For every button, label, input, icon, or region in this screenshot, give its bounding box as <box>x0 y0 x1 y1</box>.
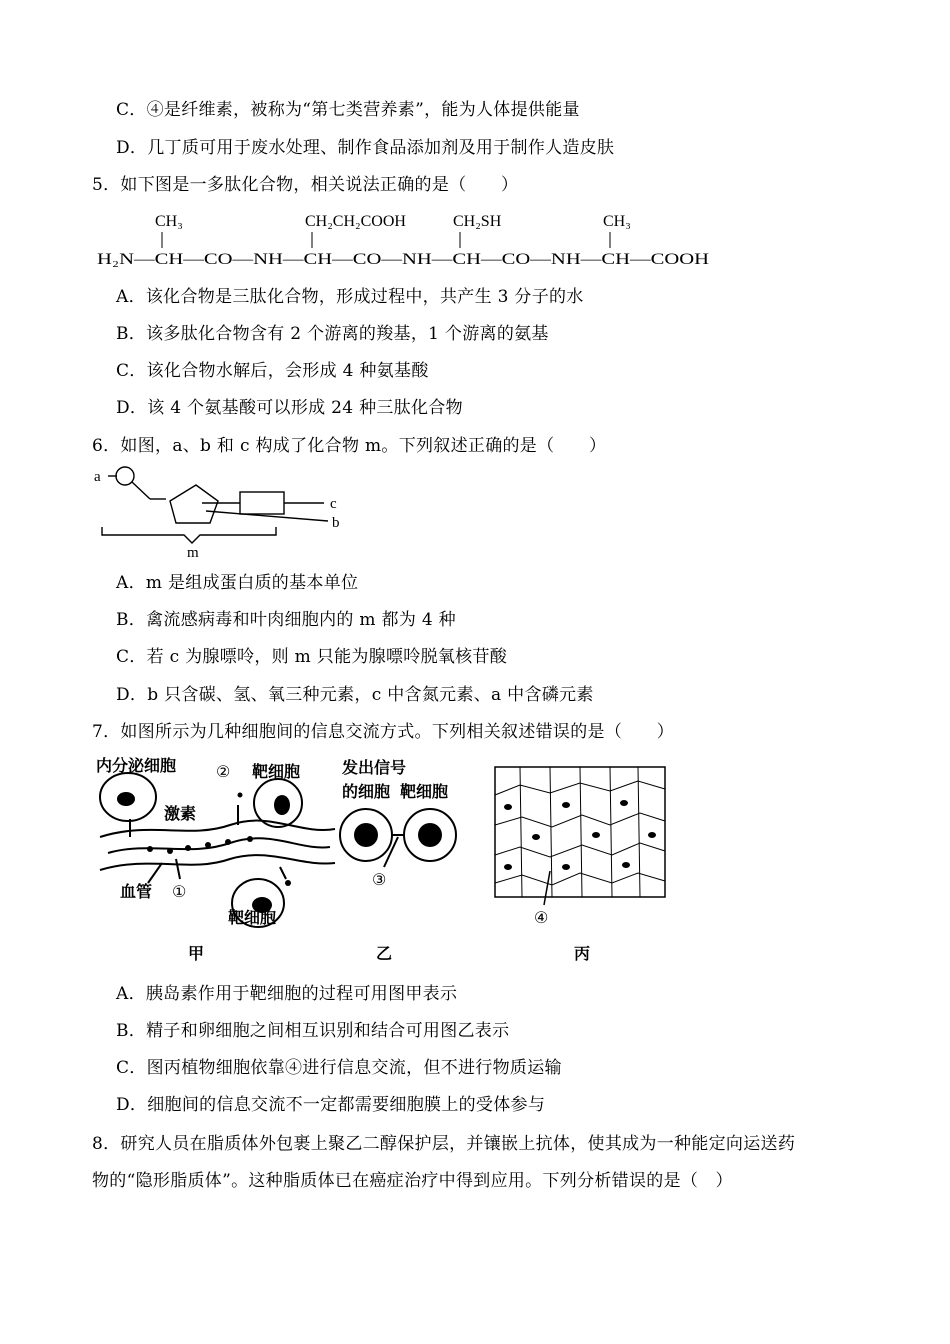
jia-caption: 甲 <box>188 946 205 963</box>
bing-caption: 丙 <box>574 946 591 963</box>
jia-label-endocrine-cell: 内分泌细胞 <box>96 758 177 775</box>
q5-option-c: C．该化合物水解后，会形成 4 种氨基酸 <box>116 361 429 381</box>
q6-label-a: a <box>94 469 101 485</box>
q6-label-m: m <box>187 545 199 561</box>
jia-endocrine-nucleus <box>117 792 135 806</box>
yi-sender-nucleus <box>354 823 378 847</box>
yi-label-target-cell: 靶细胞 <box>400 784 449 801</box>
jia-hormone-dot <box>247 836 253 842</box>
yi-target-nucleus <box>418 823 442 847</box>
q5-option-a: A．该化合物是三肽化合物，形成过程中，共产生 3 分子的水 <box>116 287 584 307</box>
q6-label-c: c <box>330 496 337 512</box>
q4-option-c: C．④是纤维素，被称为“第七类营养素”，能为人体提供能量 <box>116 100 580 120</box>
q6-option-c: C．若 c 为腺嘌呤，则 m 只能为腺嘌呤脱氧核苷酸 <box>116 647 508 667</box>
q6-phosphate-circle <box>116 467 134 485</box>
jia-hormone-dot <box>225 839 231 845</box>
yi-label-3: ③ <box>372 872 387 889</box>
jia-hormone-dot <box>285 880 291 886</box>
q6-base-rect <box>240 492 284 514</box>
figure-bing <box>495 767 665 905</box>
q5-option-b: B．该多肽化合物含有 2 个游离的羧基，1 个游离的氨基 <box>116 324 549 344</box>
figure-jia <box>100 773 335 927</box>
yi-label-sender-2: 的细胞 <box>342 784 391 801</box>
yi-label-sender-1: 发出信号 <box>342 760 407 777</box>
q5-side-chain-2: CH₂CH₂COOH <box>305 213 406 230</box>
jia-flow-line <box>108 838 330 853</box>
q5-backbone: H₂N—CH—CO—NH—CH—CO—NH—CH—CO—NH—CH—COOH <box>97 251 710 268</box>
q6-b-leader <box>206 511 328 521</box>
jia-vessel-bottom-wall <box>100 855 335 870</box>
jia-target1-nucleus <box>274 795 290 815</box>
q6-label-b: b <box>332 515 340 531</box>
jia-hormone-dot <box>167 848 173 854</box>
jia-num1-leader <box>176 859 180 879</box>
jia-hormone-dot <box>185 845 191 851</box>
q7-option-b: B．精子和卵细胞之间相互识别和结合可用图乙表示 <box>116 1021 510 1041</box>
q5-peptide-formula <box>95 206 725 272</box>
q7-option-d: D．细胞间的信息交流不一定都需要细胞膜上的受体参与 <box>116 1095 546 1115</box>
q6-pentose <box>170 485 218 523</box>
q5-side-chain-3: CH₂SH <box>453 213 502 230</box>
q6-stem: 6．如图，a、b 和 c 构成了化合物 m。下列叙述正确的是（ ） <box>92 436 607 456</box>
q6-m-brace <box>102 527 276 543</box>
jia-hormone-dot <box>238 793 243 798</box>
jia-label-hormone: 激素 <box>164 806 197 823</box>
jia-label-vessel: 血管 <box>120 884 153 901</box>
jia-vessel-top-wall <box>100 821 335 837</box>
q7-option-a: A．胰岛素作用于靶细胞的过程可用图甲表示 <box>116 984 458 1004</box>
q8-stem-line-1: 8．研究人员在脂质体外包裹上聚乙二醇保护层，并镶嵌上抗体，使其成为一种能定向运送药 <box>92 1134 796 1154</box>
q5-option-d: D．该 4 个氨基酸可以形成 24 种三肽化合物 <box>116 398 463 418</box>
q7-signaling-figure <box>90 755 670 970</box>
q5-side-chain-4: CH₃ <box>603 213 631 230</box>
q6-option-a: A．m 是组成蛋白质的基本单位 <box>116 573 359 593</box>
jia-label-2: ② <box>216 764 231 781</box>
q6-option-d: D．b 只含碳、氢、氧三种元素，c 中含氮元素、a 中含磷元素 <box>116 685 594 705</box>
jia-delivery-line <box>280 867 286 879</box>
jia-hormone-dot <box>147 846 153 852</box>
q8-stem-line-2: 物的“隐形脂质体”。这种脂质体已在癌症治疗中得到应用。下列分析错误的是（ ） <box>92 1171 733 1191</box>
q5-stem: 5．如下图是一多肽化合物，相关说法正确的是（ ） <box>92 175 519 195</box>
jia-hormone-dot <box>205 842 211 848</box>
jia-label-1: ① <box>172 884 187 901</box>
bing-label-4: ④ <box>534 910 549 927</box>
jia-vessel-leader <box>148 863 162 883</box>
jia-label-target-cell-1: 靶细胞 <box>252 764 301 781</box>
yi-caption: 乙 <box>376 946 393 963</box>
q7-option-c: C．图丙植物细胞依靠④进行信息交流，但不进行物质运输 <box>116 1058 562 1078</box>
q4-option-d: D．几丁质可用于废水处理、制作食品添加剂及用于制作人造皮肤 <box>116 138 615 158</box>
q6-bond-phosphate <box>132 482 150 499</box>
q6-nucleotide-diagram <box>92 463 362 561</box>
q5-side-chain-1: CH₃ <box>155 213 183 230</box>
jia-label-target-cell-2: 靶细胞 <box>228 910 277 927</box>
q7-stem: 7．如图所示为几种细胞间的信息交流方式。下列相关叙述错误的是（ ） <box>92 722 675 742</box>
q6-option-b: B．禽流感病毒和叶肉细胞内的 m 都为 4 种 <box>116 610 456 630</box>
